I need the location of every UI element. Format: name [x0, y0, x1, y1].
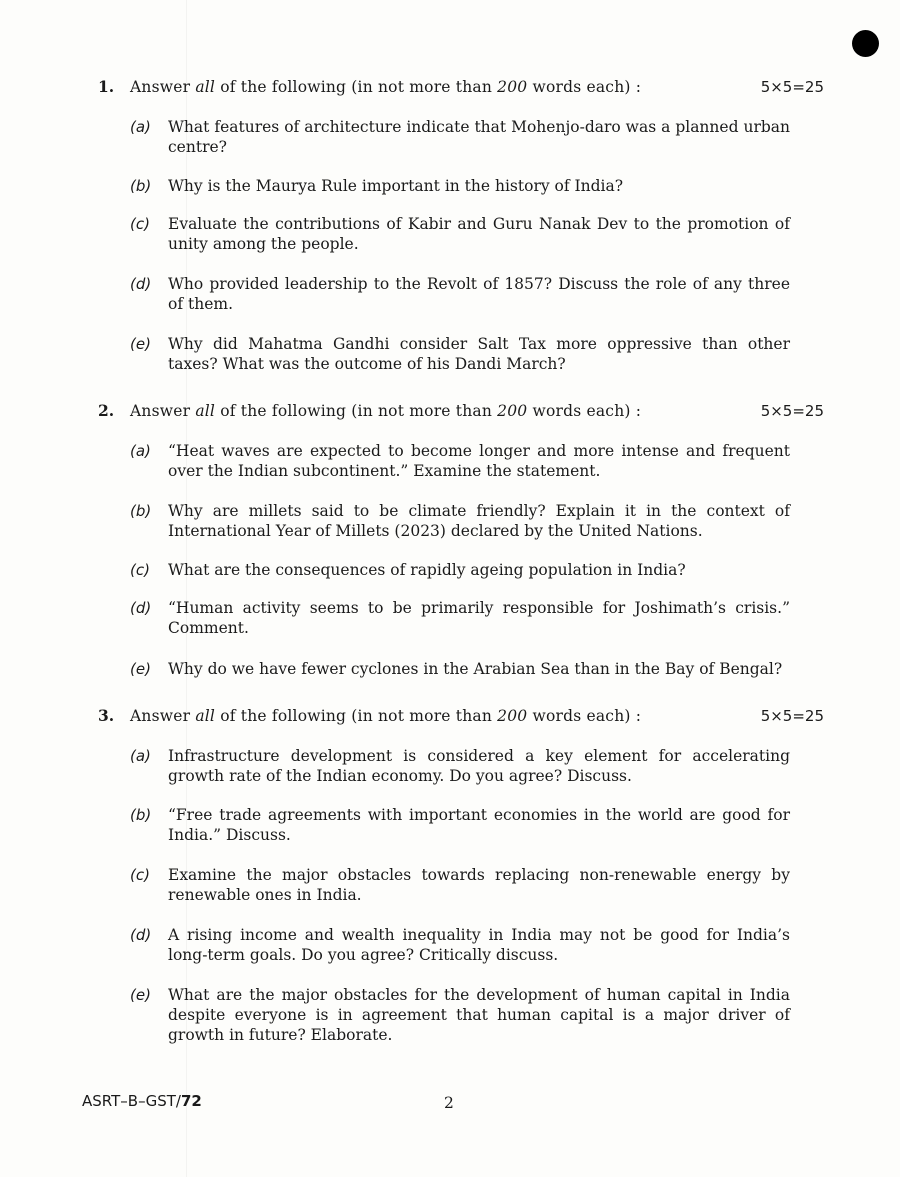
question-number: 3. [98, 706, 115, 725]
question-3 [98, 705, 828, 1044]
question-instruction: Answer all of the following (in not more than 200 words each) : [130, 78, 642, 96]
sub-question-text: What features of architecture indicate that Mohenjo-daro was a planned urban centre? [168, 118, 790, 156]
sub-question-text: Why did Mahatma Gandhi consider Salt Tax more oppressive than other taxes? What was the outcome of his Dandi March? [168, 335, 790, 373]
sub-question-label: (b) [130, 806, 152, 824]
question-number: 1. [98, 77, 115, 96]
question-header [98, 76, 828, 98]
sub-question-label: (a) [130, 442, 151, 460]
sub-question-text: Why are millets said to be climate friendly? Explain it in the context of International Year of Millets (2023) declared by the United Nations. [168, 502, 790, 540]
question-2 [98, 400, 828, 678]
sub-question-label: (e) [130, 660, 151, 678]
question-instruction: Answer all of the following (in not more than 200 words each) : [130, 402, 642, 420]
question-header [98, 705, 828, 727]
paper-code: ASRT–B–GST/72 [82, 1092, 202, 1110]
sub-question-label: (c) [130, 561, 150, 579]
sub-question-text: “Heat waves are expected to become longer and more intense and frequent over the Indian subcontinent.” Examine the statement. [168, 442, 790, 480]
sub-question-label: (c) [130, 215, 150, 233]
sub-question-text: What are the major obstacles for the development of human capital in India despite everyone is in agreement that human capital is a major driver of growth in future? Elaborate. [168, 986, 790, 1044]
question-1 [98, 76, 828, 373]
question-marks: 5×5=25 [760, 707, 824, 725]
sub-question-text: Infrastructure development is considered a key element for accelerating growth rate of the Indian economy. Do you agree? Discuss. [168, 747, 790, 785]
question-marks: 5×5=25 [760, 78, 824, 96]
sub-question-label: (d) [130, 275, 152, 293]
sub-question-text: Evaluate the contributions of Kabir and Guru Nanak Dev to the promotion of unity among the people. [168, 215, 790, 253]
sub-question-label: (e) [130, 335, 151, 353]
question-number: 2. [98, 401, 115, 420]
question-instruction: Answer all of the following (in not more than 200 words each) : [130, 707, 642, 725]
question-marks: 5×5=25 [760, 402, 824, 420]
sub-question-text: What are the consequences of rapidly ageing population in India? [168, 561, 686, 579]
page-corner-dot [852, 30, 879, 57]
sub-question-text: Examine the major obstacles towards replacing non-renewable energy by renewable ones in India. [168, 866, 790, 904]
sub-question-label: (d) [130, 599, 152, 617]
sub-question-text: “Human activity seems to be primarily responsible for Joshimath’s crisis.” Comment. [168, 599, 790, 637]
sub-question-text: Why do we have fewer cyclones in the Arabian Sea than in the Bay of Bengal? [168, 660, 783, 678]
sub-question-text: Why is the Maurya Rule important in the history of India? [168, 177, 624, 195]
question-header [98, 400, 828, 422]
page-number: 2 [444, 1094, 454, 1112]
sub-question-label: (a) [130, 118, 151, 136]
sub-question-label: (a) [130, 747, 151, 765]
sub-question-text: “Free trade agreements with important economies in the world are good for India.” Discuss. [168, 806, 790, 844]
sub-question-label: (b) [130, 177, 152, 195]
sub-question-label: (d) [130, 926, 152, 944]
sub-question-label: (c) [130, 866, 150, 884]
sub-question-label: (e) [130, 986, 151, 1004]
sub-question-text: Who provided leadership to the Revolt of 1857? Discuss the role of any three of them. [168, 275, 790, 313]
sub-question-text: A rising income and wealth inequality in India may not be good for India’s long-term goals. Do you agree? Critically discuss. [168, 926, 790, 964]
sub-question-label: (b) [130, 502, 152, 520]
